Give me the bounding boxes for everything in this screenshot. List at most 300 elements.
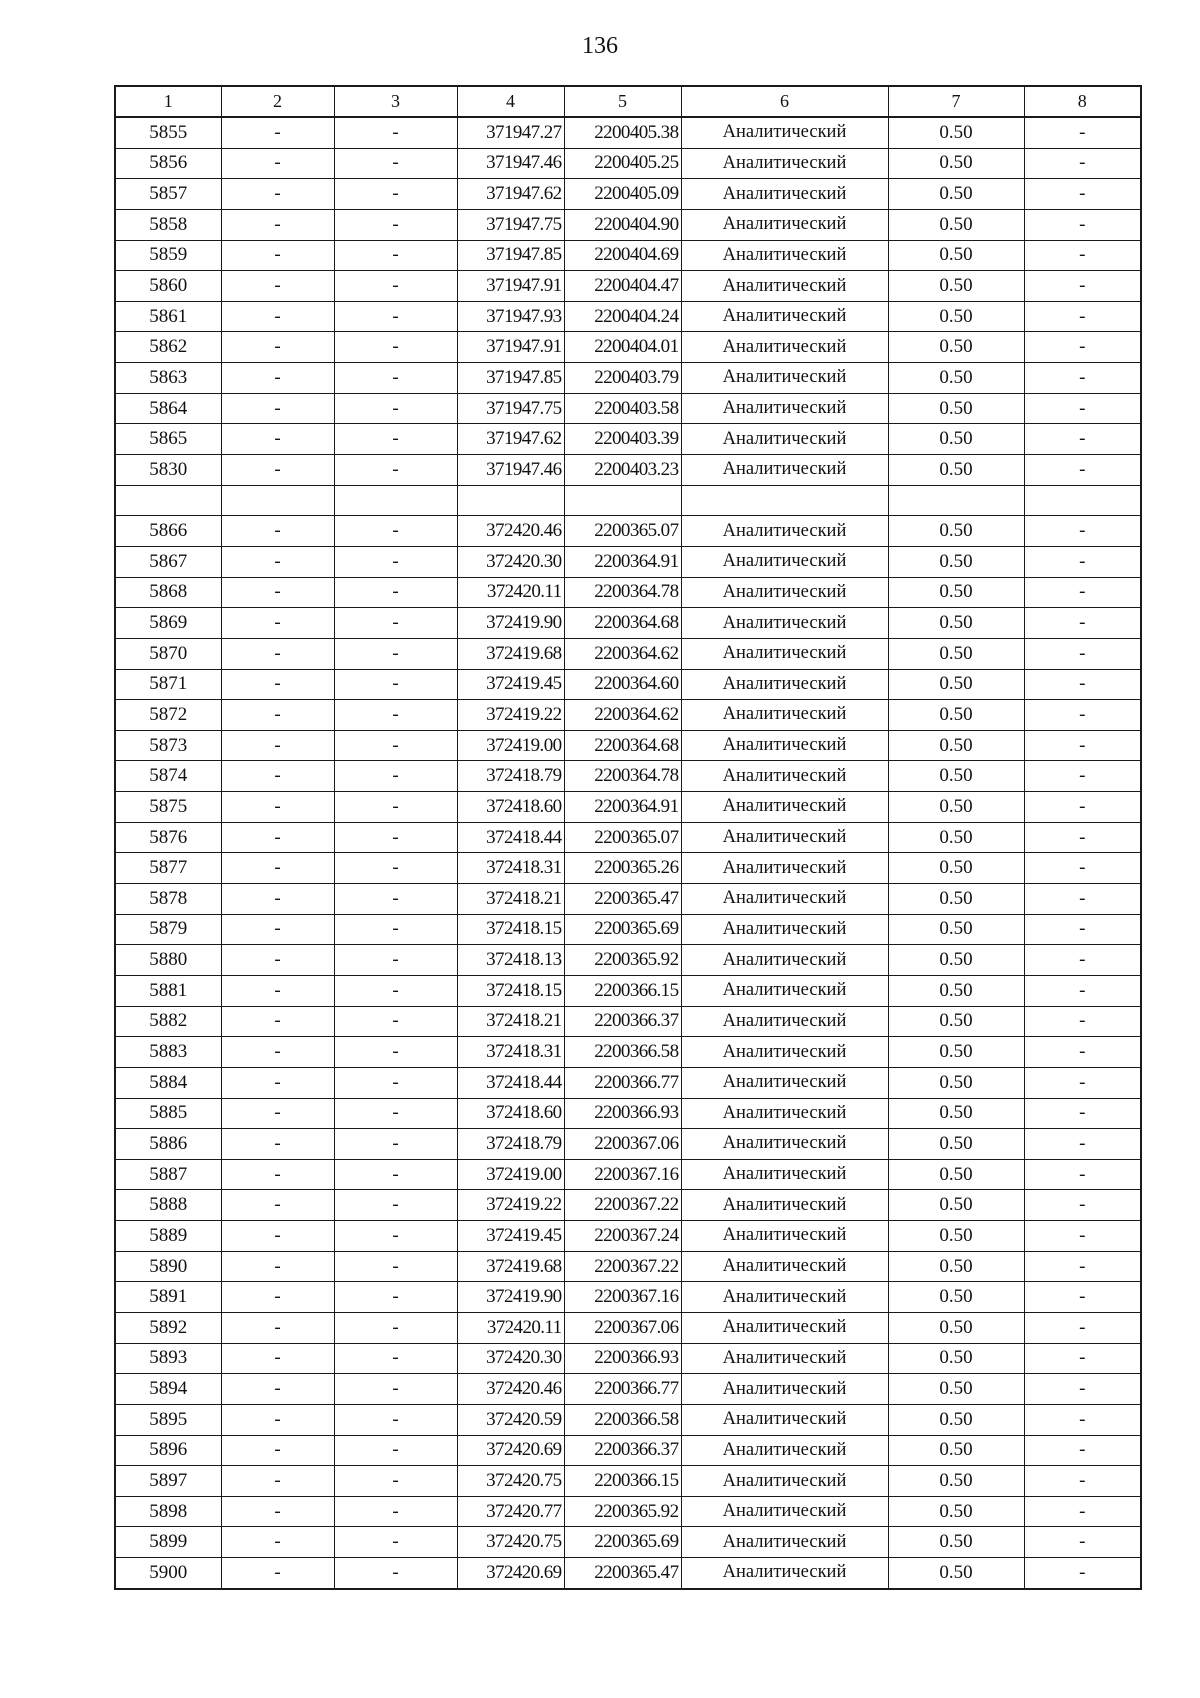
point-number-cell: 5897 (115, 1466, 221, 1497)
col8-cell: - (1024, 179, 1141, 210)
col8-cell: - (1024, 1374, 1141, 1405)
x-coordinate-cell: 372419.68 (457, 1251, 564, 1282)
col8-cell: - (1024, 516, 1141, 547)
point-number-cell: 5879 (115, 914, 221, 945)
x-coordinate-cell: 372419.45 (457, 1221, 564, 1252)
col3-cell: - (334, 975, 457, 1006)
table-row (115, 424, 1141, 455)
x-coordinate-cell: 372419.90 (457, 608, 564, 639)
col2-cell: - (221, 975, 334, 1006)
y-coordinate-cell: 2200365.92 (564, 945, 681, 976)
x-coordinate-cell: 372420.69 (457, 1558, 564, 1589)
method-cell: Аналитический (681, 638, 888, 669)
point-number-cell: 5857 (115, 179, 221, 210)
table-row (115, 822, 1141, 853)
col8-cell: - (1024, 1435, 1141, 1466)
col2-cell: - (221, 332, 334, 363)
x-coordinate-cell: 372419.90 (457, 1282, 564, 1313)
col8-cell: - (1024, 1558, 1141, 1589)
y-coordinate-cell: 2200366.93 (564, 1098, 681, 1129)
accuracy-cell: 0.50 (888, 271, 1024, 302)
col2-cell: - (221, 424, 334, 455)
col3-cell: - (334, 1343, 457, 1374)
header-row (115, 86, 1141, 117)
method-cell: Аналитический (681, 179, 888, 210)
col2-cell: - (221, 148, 334, 179)
col3-cell: - (334, 577, 457, 608)
col8-cell: - (1024, 700, 1141, 731)
method-cell: Аналитический (681, 608, 888, 639)
accuracy-cell: 0.50 (888, 1006, 1024, 1037)
accuracy-cell: 0.50 (888, 1496, 1024, 1527)
table-row (115, 853, 1141, 884)
x-coordinate-cell: 372418.21 (457, 884, 564, 915)
col2-cell: - (221, 669, 334, 700)
table-row (115, 332, 1141, 363)
point-number-cell: 5877 (115, 853, 221, 884)
accuracy-cell: 0.50 (888, 792, 1024, 823)
column-header: 5 (564, 86, 681, 117)
x-coordinate-cell: 371947.62 (457, 424, 564, 455)
point-number-cell: 5900 (115, 1558, 221, 1589)
col2-cell: - (221, 822, 334, 853)
coordinates-table-container (114, 85, 1140, 1590)
point-number-cell: 5899 (115, 1527, 221, 1558)
col2-cell: - (221, 271, 334, 302)
accuracy-cell: 0.50 (888, 117, 1024, 148)
point-number-cell: 5866 (115, 516, 221, 547)
col3-cell: - (334, 914, 457, 945)
method-cell: Аналитический (681, 455, 888, 486)
method-cell: Аналитический (681, 240, 888, 271)
method-cell: Аналитический (681, 1435, 888, 1466)
method-cell: Аналитический (681, 1190, 888, 1221)
col3-cell: - (334, 455, 457, 486)
col3-cell: - (334, 945, 457, 976)
col2-cell: - (221, 638, 334, 669)
y-coordinate-cell: 2200405.38 (564, 117, 681, 148)
table-row (115, 1221, 1141, 1252)
point-number-cell: 5895 (115, 1404, 221, 1435)
x-coordinate-cell: 371947.91 (457, 332, 564, 363)
table-row (115, 577, 1141, 608)
y-coordinate-cell: 2200366.77 (564, 1067, 681, 1098)
accuracy-cell: 0.50 (888, 1037, 1024, 1068)
method-cell: Аналитический (681, 363, 888, 394)
column-header: 3 (334, 86, 457, 117)
col3-cell (334, 485, 457, 516)
col2-cell: - (221, 209, 334, 240)
accuracy-cell: 0.50 (888, 608, 1024, 639)
y-coordinate-cell (564, 485, 681, 516)
col2-cell: - (221, 1067, 334, 1098)
y-coordinate-cell: 2200403.39 (564, 424, 681, 455)
col8-cell: - (1024, 1129, 1141, 1160)
col3-cell: - (334, 1404, 457, 1435)
method-cell: Аналитический (681, 393, 888, 424)
col3-cell: - (334, 271, 457, 302)
point-number-cell: 5888 (115, 1190, 221, 1221)
accuracy-cell: 0.50 (888, 240, 1024, 271)
table-row (115, 546, 1141, 577)
table-row (115, 117, 1141, 148)
point-number-cell: 5891 (115, 1282, 221, 1313)
accuracy-cell: 0.50 (888, 730, 1024, 761)
accuracy-cell: 0.50 (888, 822, 1024, 853)
method-cell: Аналитический (681, 700, 888, 731)
table-row (115, 1374, 1141, 1405)
point-number-cell: 5882 (115, 1006, 221, 1037)
accuracy-cell: 0.50 (888, 179, 1024, 210)
point-number-cell: 5858 (115, 209, 221, 240)
col8-cell: - (1024, 240, 1141, 271)
method-cell: Аналитический (681, 1221, 888, 1252)
col3-cell: - (334, 792, 457, 823)
y-coordinate-cell: 2200405.25 (564, 148, 681, 179)
y-coordinate-cell: 2200367.06 (564, 1129, 681, 1160)
y-coordinate-cell: 2200367.16 (564, 1159, 681, 1190)
x-coordinate-cell: 371947.62 (457, 179, 564, 210)
point-number-cell: 5878 (115, 884, 221, 915)
y-coordinate-cell: 2200366.58 (564, 1404, 681, 1435)
accuracy-cell: 0.50 (888, 1404, 1024, 1435)
col3-cell: - (334, 1558, 457, 1589)
point-number-cell: 5868 (115, 577, 221, 608)
x-coordinate-cell: 371947.91 (457, 271, 564, 302)
point-number-cell: 5871 (115, 669, 221, 700)
point-number-cell: 5860 (115, 271, 221, 302)
method-cell: Аналитический (681, 1067, 888, 1098)
y-coordinate-cell: 2200364.62 (564, 638, 681, 669)
col8-cell: - (1024, 884, 1141, 915)
col8-cell: - (1024, 363, 1141, 394)
x-coordinate-cell: 372418.15 (457, 914, 564, 945)
col2-cell: - (221, 117, 334, 148)
col3-cell: - (334, 209, 457, 240)
y-coordinate-cell: 2200367.16 (564, 1282, 681, 1313)
y-coordinate-cell: 2200367.22 (564, 1190, 681, 1221)
point-number-cell: 5859 (115, 240, 221, 271)
method-cell: Аналитический (681, 730, 888, 761)
method-cell: Аналитический (681, 761, 888, 792)
col2-cell: - (221, 884, 334, 915)
column-header: 6 (681, 86, 888, 117)
y-coordinate-cell: 2200365.69 (564, 914, 681, 945)
x-coordinate-cell: 372420.11 (457, 1312, 564, 1343)
table-row (115, 700, 1141, 731)
col3-cell: - (334, 1435, 457, 1466)
col8-cell: - (1024, 1282, 1141, 1313)
accuracy-cell: 0.50 (888, 332, 1024, 363)
col8-cell (1024, 485, 1141, 516)
col3-cell: - (334, 1251, 457, 1282)
y-coordinate-cell: 2200366.37 (564, 1006, 681, 1037)
col2-cell: - (221, 1343, 334, 1374)
col2-cell: - (221, 853, 334, 884)
y-coordinate-cell: 2200367.06 (564, 1312, 681, 1343)
col3-cell: - (334, 546, 457, 577)
col8-cell: - (1024, 1098, 1141, 1129)
col3-cell: - (334, 240, 457, 271)
col3-cell: - (334, 1129, 457, 1160)
col8-cell: - (1024, 730, 1141, 761)
col8-cell: - (1024, 1037, 1141, 1068)
table-row (115, 761, 1141, 792)
col8-cell: - (1024, 1221, 1141, 1252)
point-number-cell: 5881 (115, 975, 221, 1006)
x-coordinate-cell (457, 485, 564, 516)
point-number-cell: 5861 (115, 301, 221, 332)
method-cell: Аналитический (681, 271, 888, 302)
col2-cell: - (221, 1282, 334, 1313)
col3-cell: - (334, 424, 457, 455)
col2-cell: - (221, 761, 334, 792)
col3-cell: - (334, 148, 457, 179)
table-row (115, 1312, 1141, 1343)
accuracy-cell: 0.50 (888, 455, 1024, 486)
method-cell: Аналитический (681, 1282, 888, 1313)
col2-cell: - (221, 700, 334, 731)
x-coordinate-cell: 372420.30 (457, 1343, 564, 1374)
table-row (115, 1466, 1141, 1497)
col8-cell: - (1024, 577, 1141, 608)
y-coordinate-cell: 2200365.47 (564, 1558, 681, 1589)
table-row (115, 914, 1141, 945)
table-row (115, 301, 1141, 332)
method-cell: Аналитический (681, 577, 888, 608)
col2-cell: - (221, 1037, 334, 1068)
accuracy-cell: 0.50 (888, 1343, 1024, 1374)
x-coordinate-cell: 372420.59 (457, 1404, 564, 1435)
table-row (115, 516, 1141, 547)
col8-cell: - (1024, 424, 1141, 455)
point-number-cell: 5874 (115, 761, 221, 792)
y-coordinate-cell: 2200404.90 (564, 209, 681, 240)
x-coordinate-cell: 372418.60 (457, 792, 564, 823)
accuracy-cell: 0.50 (888, 1312, 1024, 1343)
col2-cell: - (221, 1251, 334, 1282)
method-cell: Аналитический (681, 332, 888, 363)
x-coordinate-cell: 371947.85 (457, 363, 564, 394)
accuracy-cell (888, 485, 1024, 516)
coordinates-table (114, 85, 1142, 1590)
x-coordinate-cell: 372418.15 (457, 975, 564, 1006)
x-coordinate-cell: 371947.93 (457, 301, 564, 332)
method-cell: Аналитический (681, 669, 888, 700)
y-coordinate-cell: 2200366.58 (564, 1037, 681, 1068)
table-row (115, 455, 1141, 486)
table-row (115, 1006, 1141, 1037)
point-number-cell: 5872 (115, 700, 221, 731)
col2-cell: - (221, 1527, 334, 1558)
table-row (115, 1098, 1141, 1129)
col3-cell: - (334, 884, 457, 915)
x-coordinate-cell: 372418.31 (457, 1037, 564, 1068)
table-row (115, 792, 1141, 823)
col8-cell: - (1024, 455, 1141, 486)
accuracy-cell: 0.50 (888, 363, 1024, 394)
col2-cell: - (221, 179, 334, 210)
col2-cell: - (221, 1558, 334, 1589)
col8-cell: - (1024, 638, 1141, 669)
col2-cell: - (221, 1221, 334, 1252)
method-cell: Аналитический (681, 1374, 888, 1405)
col3-cell: - (334, 179, 457, 210)
x-coordinate-cell: 372418.79 (457, 1129, 564, 1160)
method-cell: Аналитический (681, 301, 888, 332)
col2-cell: - (221, 792, 334, 823)
table-row (115, 669, 1141, 700)
y-coordinate-cell: 2200364.62 (564, 700, 681, 731)
table-row (115, 884, 1141, 915)
x-coordinate-cell: 371947.27 (457, 117, 564, 148)
col2-cell: - (221, 1312, 334, 1343)
page-number: 136 (582, 33, 618, 59)
col2-cell: - (221, 1435, 334, 1466)
accuracy-cell: 0.50 (888, 393, 1024, 424)
col3-cell: - (334, 363, 457, 394)
accuracy-cell: 0.50 (888, 1435, 1024, 1466)
col8-cell: - (1024, 332, 1141, 363)
accuracy-cell: 0.50 (888, 914, 1024, 945)
x-coordinate-cell: 371947.75 (457, 393, 564, 424)
accuracy-cell: 0.50 (888, 424, 1024, 455)
col3-cell: - (334, 332, 457, 363)
accuracy-cell: 0.50 (888, 546, 1024, 577)
col2-cell: - (221, 393, 334, 424)
method-cell: Аналитический (681, 1159, 888, 1190)
y-coordinate-cell: 2200403.79 (564, 363, 681, 394)
col8-cell: - (1024, 271, 1141, 302)
point-number-cell: 5863 (115, 363, 221, 394)
point-number-cell: 5856 (115, 148, 221, 179)
point-number-cell: 5855 (115, 117, 221, 148)
col8-cell: - (1024, 1190, 1141, 1221)
table-row (115, 1558, 1141, 1589)
col2-cell: - (221, 240, 334, 271)
y-coordinate-cell: 2200365.92 (564, 1496, 681, 1527)
y-coordinate-cell: 2200403.23 (564, 455, 681, 486)
col2-cell: - (221, 730, 334, 761)
y-coordinate-cell: 2200366.15 (564, 1466, 681, 1497)
table-row (115, 638, 1141, 669)
point-number-cell: 5880 (115, 945, 221, 976)
method-cell: Аналитический (681, 1312, 888, 1343)
accuracy-cell: 0.50 (888, 1129, 1024, 1160)
col8-cell: - (1024, 1466, 1141, 1497)
accuracy-cell: 0.50 (888, 1159, 1024, 1190)
point-number-cell: 5893 (115, 1343, 221, 1374)
method-cell (681, 485, 888, 516)
col3-cell: - (334, 822, 457, 853)
col3-cell: - (334, 608, 457, 639)
method-cell: Аналитический (681, 516, 888, 547)
method-cell: Аналитический (681, 148, 888, 179)
accuracy-cell: 0.50 (888, 700, 1024, 731)
col8-cell: - (1024, 1404, 1141, 1435)
y-coordinate-cell: 2200403.58 (564, 393, 681, 424)
col8-cell: - (1024, 608, 1141, 639)
table-row (115, 209, 1141, 240)
col3-cell: - (334, 1006, 457, 1037)
col2-cell: - (221, 1466, 334, 1497)
table-row (115, 1435, 1141, 1466)
col8-cell: - (1024, 945, 1141, 976)
accuracy-cell: 0.50 (888, 638, 1024, 669)
point-number-cell: 5869 (115, 608, 221, 639)
accuracy-cell: 0.50 (888, 1282, 1024, 1313)
x-coordinate-cell: 372419.00 (457, 730, 564, 761)
col2-cell: - (221, 608, 334, 639)
table-row (115, 1159, 1141, 1190)
method-cell: Аналитический (681, 1496, 888, 1527)
col8-cell: - (1024, 301, 1141, 332)
y-coordinate-cell: 2200364.78 (564, 761, 681, 792)
y-coordinate-cell: 2200364.68 (564, 608, 681, 639)
accuracy-cell: 0.50 (888, 975, 1024, 1006)
table-row (115, 608, 1141, 639)
point-number-cell: 5886 (115, 1129, 221, 1160)
y-coordinate-cell: 2200367.22 (564, 1251, 681, 1282)
accuracy-cell: 0.50 (888, 1527, 1024, 1558)
accuracy-cell: 0.50 (888, 1466, 1024, 1497)
col3-cell: - (334, 1221, 457, 1252)
col2-cell: - (221, 1098, 334, 1129)
x-coordinate-cell: 372420.75 (457, 1466, 564, 1497)
table-row (115, 240, 1141, 271)
x-coordinate-cell: 371947.46 (457, 455, 564, 486)
x-coordinate-cell: 372418.60 (457, 1098, 564, 1129)
point-number-cell: 5865 (115, 424, 221, 455)
col2-cell: - (221, 516, 334, 547)
col3-cell: - (334, 1527, 457, 1558)
y-coordinate-cell: 2200364.60 (564, 669, 681, 700)
method-cell: Аналитический (681, 1466, 888, 1497)
method-cell: Аналитический (681, 1527, 888, 1558)
y-coordinate-cell: 2200405.09 (564, 179, 681, 210)
col8-cell: - (1024, 393, 1141, 424)
accuracy-cell: 0.50 (888, 301, 1024, 332)
col3-cell: - (334, 1374, 457, 1405)
x-coordinate-cell: 372418.31 (457, 853, 564, 884)
point-number-cell: 5896 (115, 1435, 221, 1466)
col8-cell: - (1024, 1067, 1141, 1098)
col2-cell: - (221, 1404, 334, 1435)
accuracy-cell: 0.50 (888, 1558, 1024, 1589)
y-coordinate-cell: 2200365.26 (564, 853, 681, 884)
table-row (115, 1251, 1141, 1282)
accuracy-cell: 0.50 (888, 148, 1024, 179)
x-coordinate-cell: 372420.11 (457, 577, 564, 608)
accuracy-cell: 0.50 (888, 1221, 1024, 1252)
col2-cell: - (221, 1496, 334, 1527)
method-cell: Аналитический (681, 1404, 888, 1435)
col2-cell: - (221, 1006, 334, 1037)
method-cell: Аналитический (681, 1343, 888, 1374)
y-coordinate-cell: 2200404.24 (564, 301, 681, 332)
y-coordinate-cell: 2200367.24 (564, 1221, 681, 1252)
col3-cell: - (334, 117, 457, 148)
table-body (115, 117, 1141, 1589)
col8-cell: - (1024, 669, 1141, 700)
x-coordinate-cell: 372420.46 (457, 516, 564, 547)
table-row (115, 1496, 1141, 1527)
col3-cell: - (334, 301, 457, 332)
table-row (115, 393, 1141, 424)
accuracy-cell: 0.50 (888, 669, 1024, 700)
point-number-cell: 5894 (115, 1374, 221, 1405)
point-number-cell: 5867 (115, 546, 221, 577)
